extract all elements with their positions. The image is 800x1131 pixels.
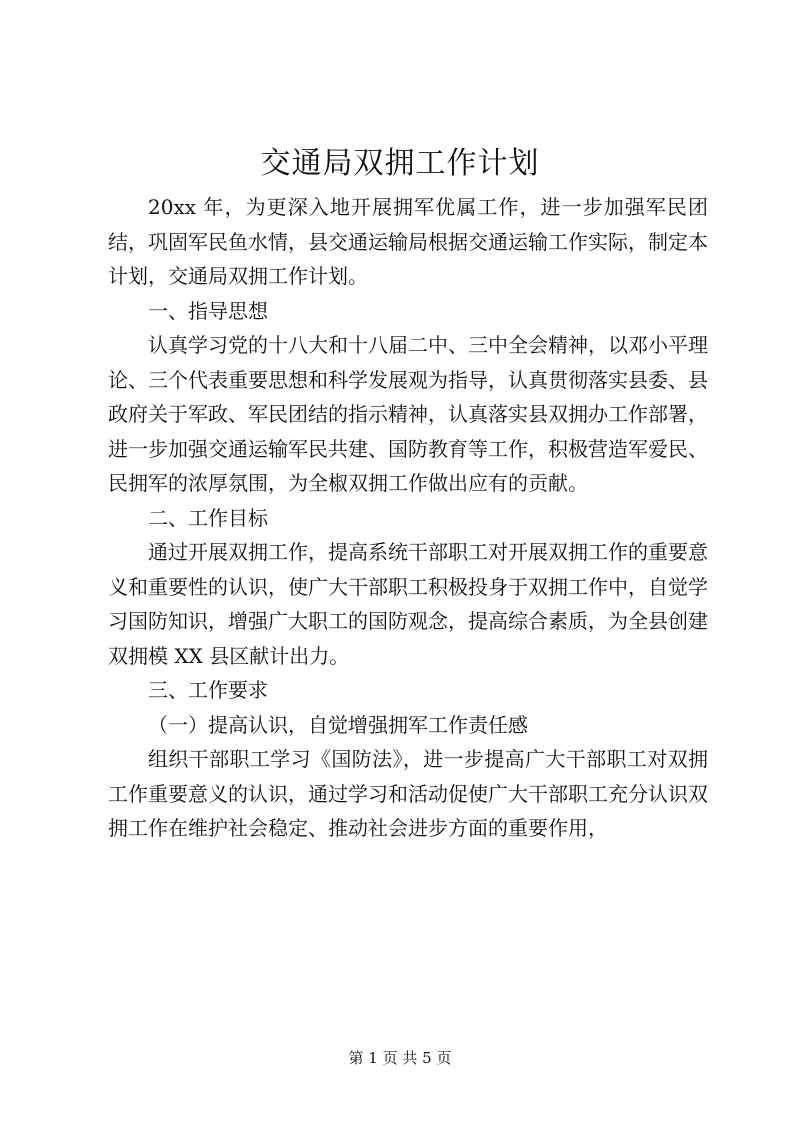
section-heading-work-requirements: 三、工作要求 (148, 678, 268, 702)
page-footer: 第 1 页 共 5 页 (348, 1049, 452, 1067)
intro-paragraph: 20xx 年，为更深入地开展拥军优属工作，进一步加强军民团结，巩固军民鱼水情，县交通运输局根据交通运输工作实际，制定本计划，交通局双拥工作计划。 (108, 195, 708, 288)
section-heading-guiding-ideology: 一、指导思想 (148, 298, 268, 323)
subsection-heading-raise-awareness: （一）提高认识，自觉增强拥军工作责任感 (148, 712, 528, 737)
guiding-ideology-paragraph: 认真学习党的十八大和十八届二中、三中全会精神，以邓小平理论、三个代表重要思想和科学发展观为指导，认真贯彻落实县委、县政府关于军政、军民团结的指示精神，认真落实县双拥办工作部署，进一步加强交通运输军民共建、国防教育等工作，积极营造军爱民、民拥军的浓厚氛围，为全椒双拥工作做出应有的贡献。 (108, 333, 708, 495)
section-heading-work-goals: 二、工作目标 (148, 505, 268, 530)
document-body (108, 190, 708, 846)
work-goals-paragraph: 通过开展双拥工作，提高系统干部职工对开展双拥工作的重要意义和重要性的认识，使广大干部职工积极投身于双拥工作中，自觉学习国防知识，增强广大职工的国防观念，提高综合素质，为全县创建双拥模 XX 县区献计出力。 (108, 540, 708, 668)
document-title: 交通局双拥工作计划 (260, 146, 540, 181)
raise-awareness-paragraph: 组织干部职工学习《国防法》，进一步提高广大干部职工对双拥工作重要意义的认识，通过学习和活动促使广大干部职工充分认识双拥工作在维护社会稳定、推动社会进步方面的重要作用， (108, 747, 708, 840)
